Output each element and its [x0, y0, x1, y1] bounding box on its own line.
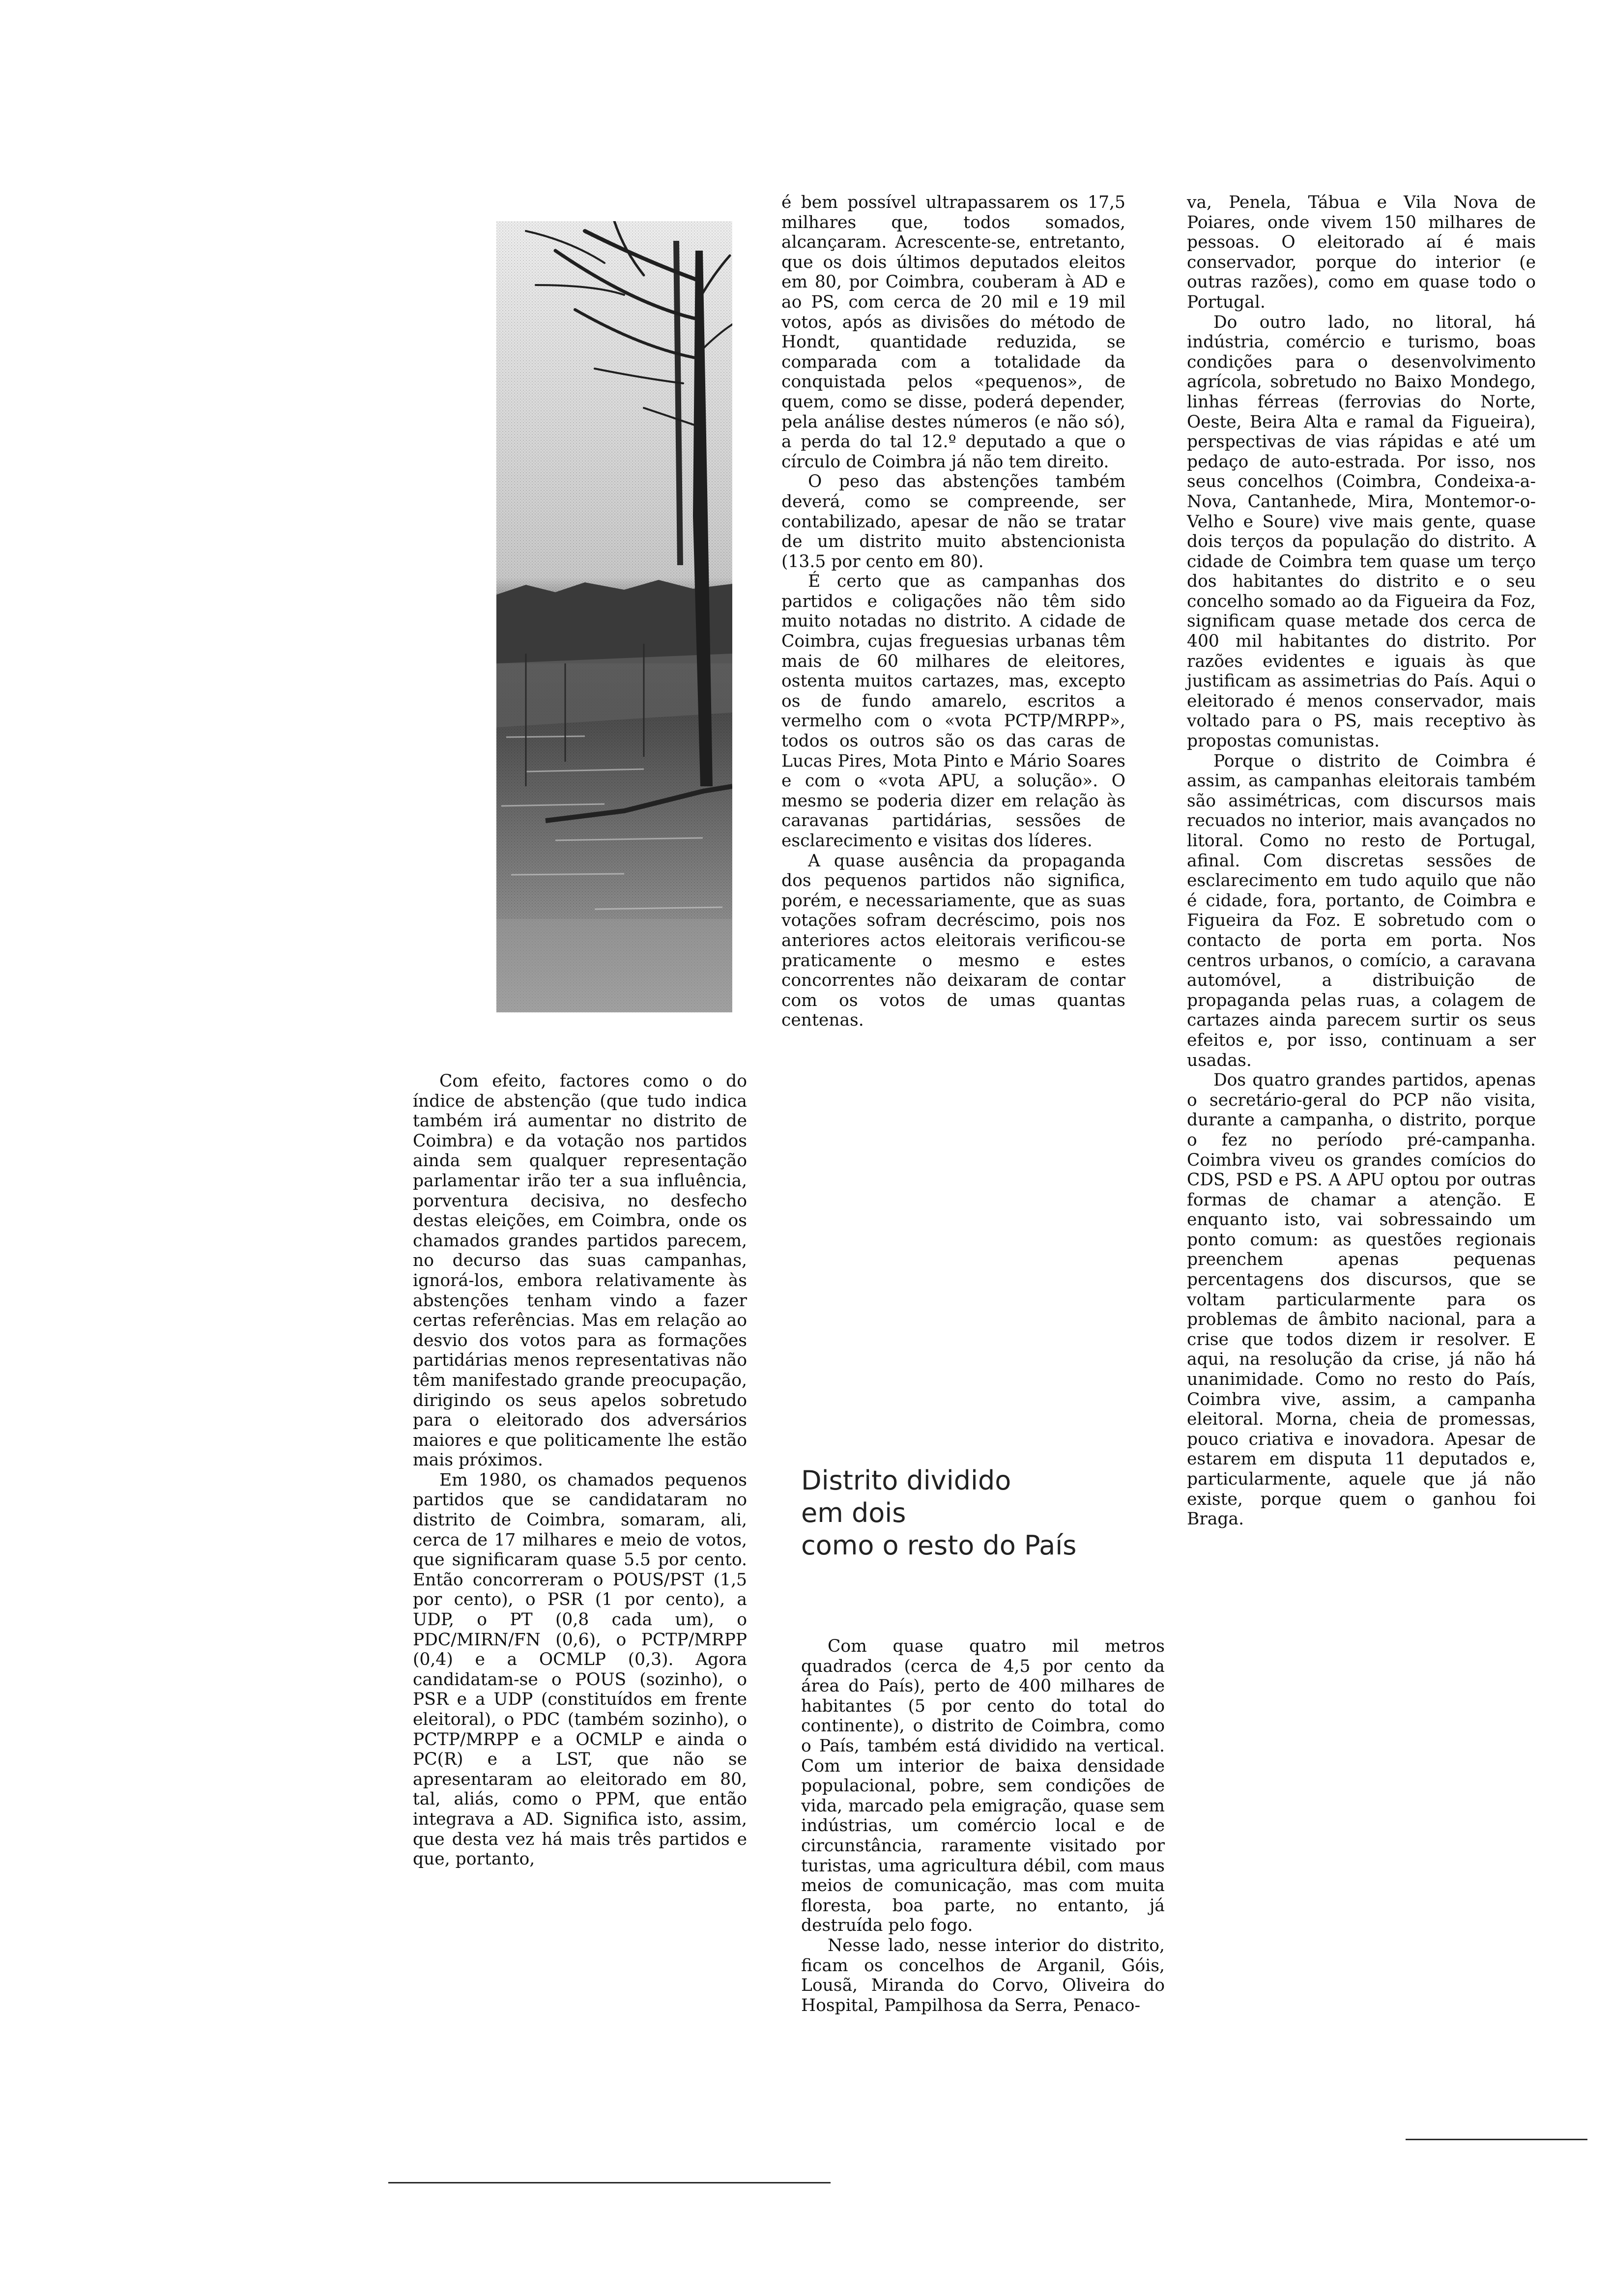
subheading-line: em dois [801, 1497, 906, 1528]
paragraph: Dos quatro grandes partidos, apenas o secretário-geral do PCP não visita, durante a campanha, o distrito, porque o fez no período pré-campanha. Coimbra viveu os grandes comícios do CDS, PSD e PS. A APU optou por outras formas de chamar a atenção. E enquanto isto, vai sobressaindo um ponto comum: as questões regionais preenchem apenas pequenas percentagens dos discursos, que se voltam particularmente para os problemas de âmbito nacional, para a crise que todos dizem ir resolver. E aqui, na resolução da crise, já não há unanimidade. Como no resto do País, Coimbra vive, assim, a campanha eleitoral. Morna, cheia de promessas, pouco criativa e inovadora. Apesar de estarem em disputa 11 deputados e, particularmente, aquele que já não existe, porque quem o ganhou foi Braga. [1187, 1070, 1536, 1529]
paragraph: va, Penela, Tábua e Vila Nova de Poiares, onde vivem 150 milhares de pessoas. O eleitorado aí é mais conservador, porque do interior (e outras razões), como em quase todo o Portugal. [1187, 193, 1536, 312]
subheading-line: como o resto do País [801, 1530, 1077, 1561]
section-subheading [801, 1464, 1175, 1562]
article-column-1 [413, 1071, 747, 1869]
tree-icon [496, 221, 732, 1012]
paragraph: É certo que as campanhas dos partidos e coligações não têm sido muito notadas no distrito. A cidade de Coimbra, cujas freguesias urbanas têm mais de 60 milhares de eleitores, ostenta muitos cartazes, mas, excepto os de fundo amarelo, escritos a vermelho com o «vota PCTP/MRPP», todos os outros são os das caras de Lucas Pires, Mota Pinto e Mário Soares e com o «vota APU, a solução». O mesmo se poderia dizer em relação às caravanas partidárias, sessões de esclarecimento e visitas dos líderes. [781, 572, 1125, 851]
paragraph: Em 1980, os chamados pequenos partidos que se candidataram no distrito de Coimbra, somaram, ali, cerca de 17 milhares e meio de votos, que significaram quase 5.5 por cento. Então concorreram o POUS/PST (1,5 por cento), o PSR (1 por cento), a UDP, o PT (0,8 cada um), o PDC/MIRN/FN (0,6), o PCTP/MRPP (0,4) e a OCMLP (0,3). Agora candidatam-se o POUS (sozinho), o PSR e a UDP (constituídos em frente eleitoral), o PDC (também sozinho), o PCTP/MRPP e a OCMLP e ainda o PC(R) e a LST, que não se apresentaram ao eleitorado em 80, tal, aliás, como o PPM, que então integrava a AD. Significa isto, assim, que desta vez há mais três partidos e que, portanto, [413, 1470, 747, 1869]
paragraph: Com efeito, factores como o do índice de abstenção (que tudo indica também irá aumentar no distrito de Coimbra) e da votação nos partidos ainda sem qualquer representação parlamentar irão ter a sua influência, porventura decisiva, no desfecho destas eleições, em Coimbra, onde os chamados grandes partidos parecem, no decurso das suas campanhas, ignorá-los, embora relativamente às abstenções tenham vindo a fazer certas referências. Mas em relação ao desvio dos votos para as formações partidárias menos representativas não têm manifestado grande preocupação, dirigindo os seus apelos sobretudo para o eleitorado dos adversários maiores e que politicamente lhe estão mais próximos. [413, 1071, 747, 1470]
bottom-rule-right [1406, 2139, 1587, 2140]
paragraph: é bem possível ultrapassarem os 17,5 milhares que, todos somados, alcançaram. Acrescente-se, entretanto, que os dois últimos deputados eleitos em 80, por Coimbra, couberam à AD e ao PS, com cerca de 20 mil e 19 mil votos, após as divisões do método de Hondt, quantidade reduzida, se comparada com a totalidade da conquistada pelos «pequenos», de quem, como se disse, poderá depender, pela análise destes números (e não só), a perda do tal 12.º deputado a que o círculo de Coimbra já não tem direito. [781, 193, 1125, 472]
paragraph: Do outro lado, no litoral, há indústria, comércio e turismo, boas condições para o desenvolvimento agrícola, sobretudo no Baixo Mondego, linhas férreas (ferrovias do Norte, Oeste, Beira Alta e ramal da Figueira), perspectivas de vias rápidas e até um pedaço de auto-estrada. Por isso, nos seus concelhos (Coimbra, Condeixa-a-Nova, Cantanhede, Mira, Montemor-o-Velho e Soure) vive mais gente, quase dois terços da população do distrito. A cidade de Coimbra tem quase um terço dos habitantes do distrito e o seu concelho somado ao da Figueira da Foz, significam quase metade dos cerca de 400 mil habitantes do distrito. Por razões evidentes e iguais às que justificam as assimetrias do País. Aqui o eleitorado é menos conservador, mais voltado para o PS, mais receptivo às propostas comunistas. [1187, 312, 1536, 751]
paragraph: Nesse lado, nesse interior do distrito, ficam os concelhos de Arganil, Góis, Lousã, Miranda do Corvo, Oliveira do Hospital, Pampilhosa da Serra, Penaco- [801, 1935, 1165, 2015]
article-column-2 [781, 193, 1125, 1031]
paragraph: O peso das abstenções também deverá, como se compreende, ser contabilizado, apesar de não se tratar de um distrito muito abstencionista (13.5 por cento em 80). [781, 472, 1125, 572]
subheading-line: Distrito dividido [801, 1465, 1011, 1496]
paragraph: Com quase quatro mil metros quadrados (cerca de 4,5 por cento da área do País), perto de 400 milhares de habitantes (5 por cento do total do continente), o distrito de Coimbra, como o País, também está dividido na vertical. Com um interior de baixa densidade populacional, pobre, sem condições de vida, marcado pela emigração, quase sem indústrias, um comércio local e de circunstância, raramente visitado por turistas, uma agricultura débil, com maus meios de comunicação, mas com muita floresta, boa parte, no entanto, já destruída pelo fogo. [801, 1636, 1165, 1936]
bottom-rule-left [388, 2182, 831, 2183]
paragraph: Porque o distrito de Coimbra é assim, as campanhas eleitorais também são assimétricas, com discursos mais recuados no interior, mais avançados no litoral. Como no resto de Portugal, afinal. Com discretas sessões de esclarecimento em tudo aquilo que não é cidade, fora, portanto, de Coimbra e Figueira da Foz. E sobretudo com o contacto de porta em porta. Nos centros urbanos, o comício, a caravana automóvel, a distribuição de propaganda pelas ruas, a colagem de cartazes ainda parecem surtir os seus efeitos e, por isso, continuam a ser usadas. [1187, 751, 1536, 1070]
article-column-3 [1187, 193, 1536, 1529]
paragraph: A quase ausência da propaganda dos pequenos partidos não significa, porém, e necessariamente, que as suas votações sofram decréscimo, pois nos anteriores actos eleitorais verificou-se praticamente o mesmo e estes concorrentes não deixaram de contar com os votos de umas quantas centenas. [781, 851, 1125, 1031]
article-column-2-lower [801, 1636, 1165, 2015]
flooded-landscape-photo [496, 221, 732, 1012]
